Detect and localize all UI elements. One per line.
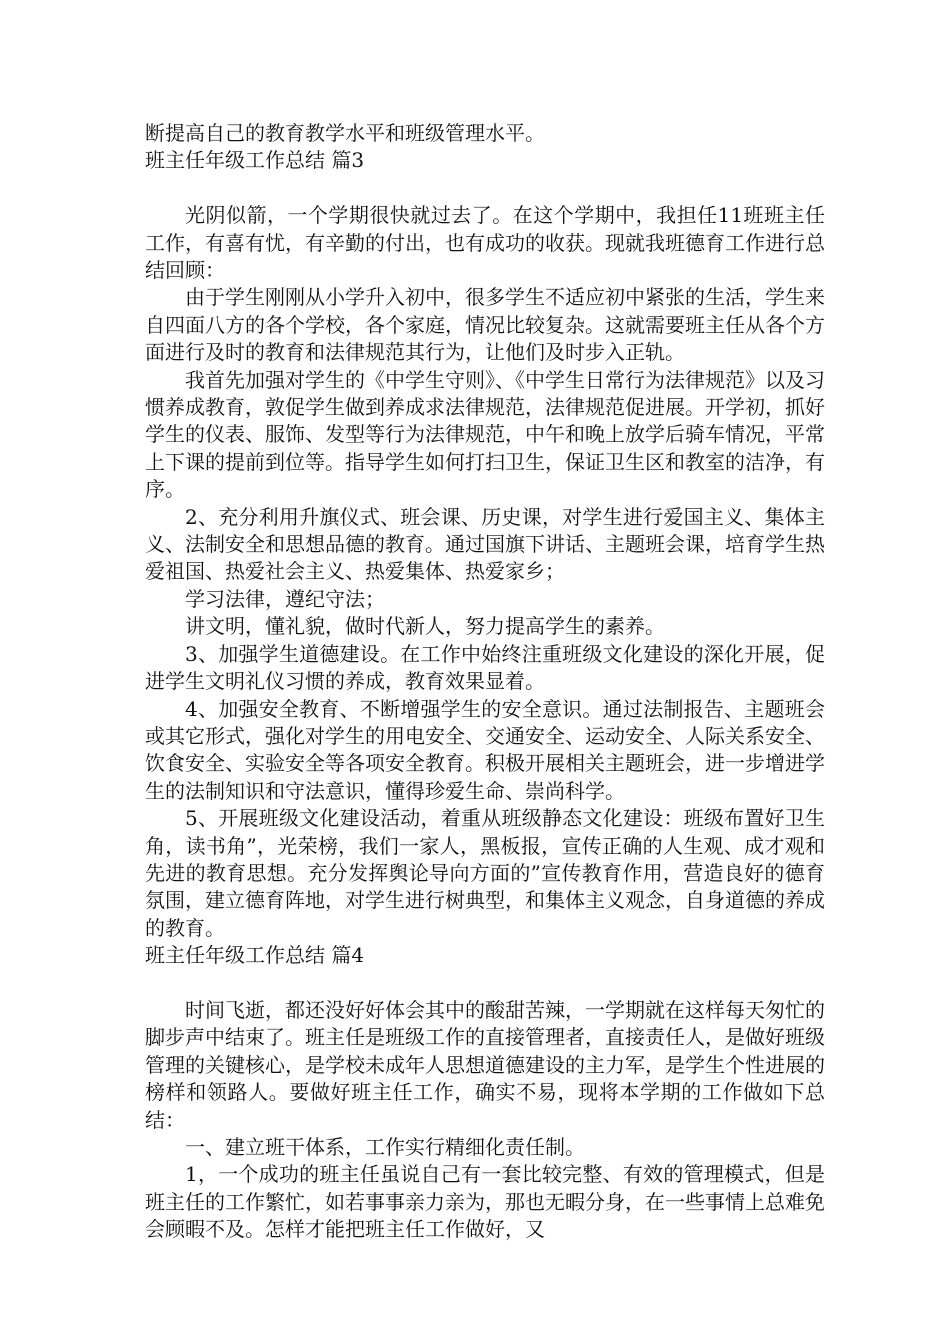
- paragraph: 讲文明，懂礼貌，做时代新人，努力提高学生的素养。: [185, 614, 665, 639]
- blank-line: [145, 970, 825, 997]
- paragraph: 1，一个成功的班主任虽说自己有一套比较完整、有效的管理模式，但是班主任的工作繁忙，如若事事亲力亲为，那也无暇分身，在一些事情上总难免会顾暇不及。怎样才能把班主任工作做好，又: [145, 1162, 825, 1242]
- paragraph: 一、建立班干体系，工作实行精细化责任制。: [185, 1135, 585, 1159]
- paragraph: 我首先加强对学生的《中学生守则》、《中学生日常行为法律规范》以及习惯养成教育，敦促学生做到养成求法律规范，法律规范促进展。开学初，抓好学生的仪表、服饰、发型等行为法律规范，中午和晚上放学后骑车情况，平常上下课的提前到位等。指导学生如何打扫卫生，保证卫生区和教室的洁净，有序。: [145, 367, 825, 502]
- section-heading-4: 班主任年级工作总结 篇4: [145, 943, 365, 968]
- section-heading-3: 班主任年级工作总结 篇3: [145, 148, 365, 173]
- paragraph: 光阴似箭，一个学期很快就过去了。在这个学期中，我担任11班班主任工作，有喜有忧，有辛勤的付出，也有成功的收获。现就我班德育工作进行总结回顾：: [145, 203, 825, 283]
- paragraph: 4、加强安全教育、不断增强学生的安全意识。通过法制报告、主题班会或其它形式，强化对学生的用电安全、交通安全、运动安全、人际关系安全、饮食安全、实验安全等各项安全教育。积极开展相关主题班会，进一步增进学生的法制知识和守法意识，懂得珍爱生命、崇尚科学。: [145, 696, 825, 803]
- paragraph: 3、加强学生道德建设。在工作中始终注重班级文化建设的深化开展，促进学生文明礼仪习惯的养成，教育效果显着。: [145, 641, 825, 694]
- paragraph: 5、开展班级文化建设活动，着重从班级静态文化建设：班级布置好卫生角，读书角”，光荣榜，我们一家人，黑板报，宣传正确的人生观、成才观和先进的教育思想。充分发挥舆论导向方面的”宣传教育作用，营造良好的德育氛围，建立德育阵地，对学生进行树典型，和集体主义观念，自身道德的养成的教育。: [145, 806, 825, 940]
- paragraph: 由于学生刚刚从小学升入初中，很多学生不适应初中紧张的生活，学生来自四面八方的各个学校，各个家庭，情况比较复杂。这就需要班主任从各个方面进行及时的教育和法律规范其行为，让他们及时步入正轨。: [145, 285, 825, 365]
- paragraph: 时间飞逝，都还没好好体会其中的酸甜苦辣，一学期就在这样每天匆忙的脚步声中结束了。班主任是班级工作的直接管理者，直接责任人，是做好班级管理的关键核心，是学校未成年人思想道德建设的主力军，是学生个性进展的榜样和领路人。要做好班主任工作，确实不易，现将本学期的工作做如下总结：: [145, 997, 825, 1132]
- paragraph: 学习法律，遵纪守法；: [185, 586, 385, 611]
- paragraph: 2、充分利用升旗仪式、班会课、历史课，对学生进行爱国主义、集体主义、法制安全和思想品德的教育。通过国旗下讲话、主题班会课，培育学生热爱祖国、热爱社会主义、热爱集体、热爱家乡；: [145, 504, 825, 584]
- blank-line: [145, 175, 825, 202]
- document-body: [145, 120, 825, 1244]
- paragraph-continuation: 断提高自己的教育教学水平和班级管理水平。: [145, 121, 545, 145]
